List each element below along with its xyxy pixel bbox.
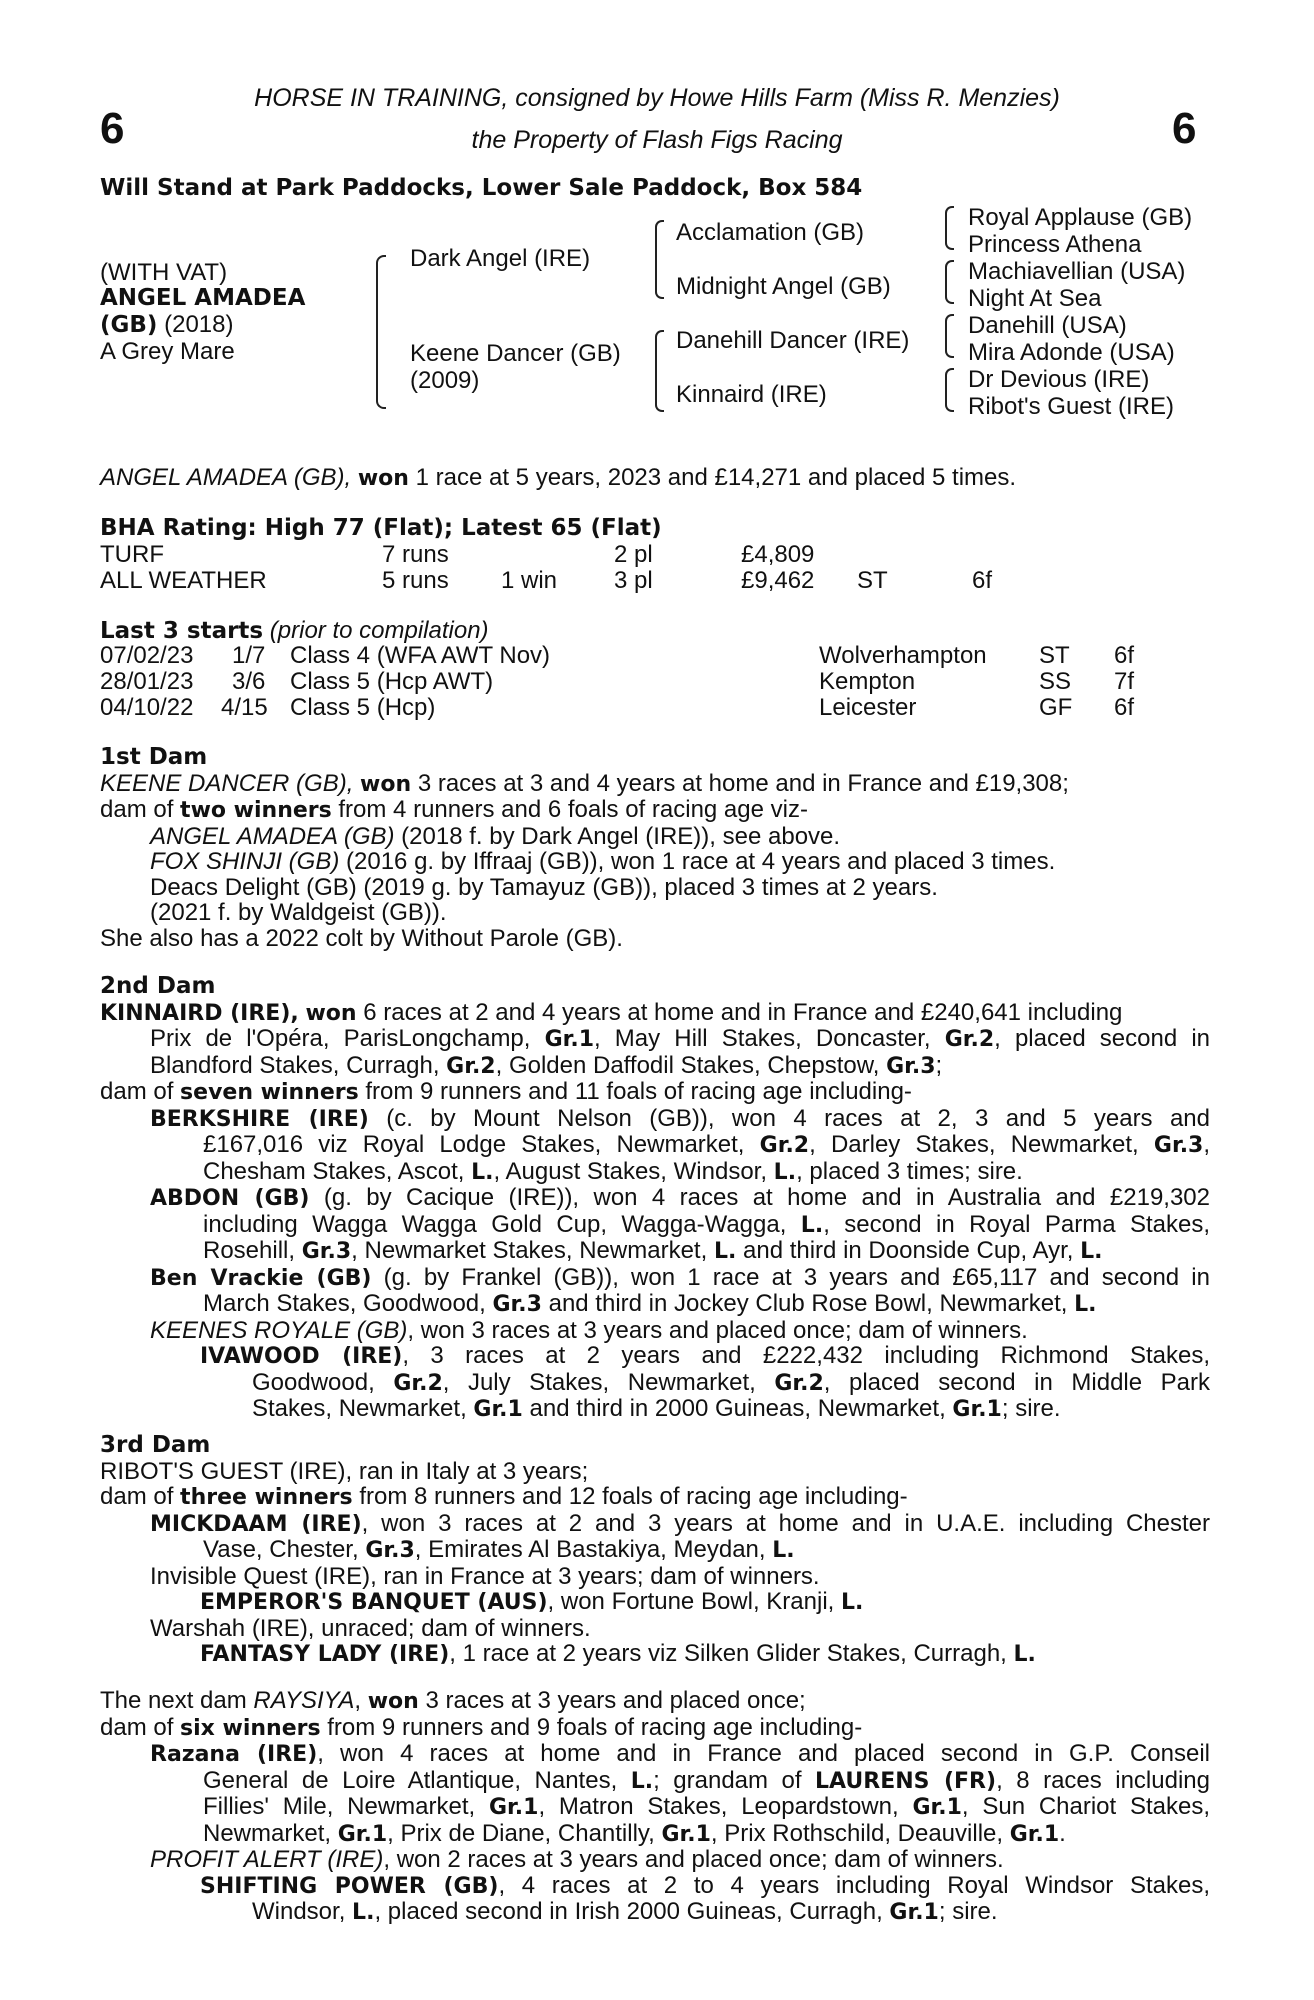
progeny-name: BERKSHIRE (IRE) [150,1106,369,1132]
gen3-dam-dam: Kinnaird (IRE) [676,381,827,408]
text: , Newmarket Stakes, Newmarket, [351,1237,708,1264]
progeny-note: She also has a 2022 colt by Without Parole (GB). [100,924,623,952]
rating-distance: 6f [972,567,993,594]
dam-line [100,1026,1210,1053]
text: Vase, Chester, [203,1536,359,1563]
progeny-line [100,1641,1210,1668]
progeny-info: , won 4 races at home and in France and placed second in G.P. Conseil [317,1740,1211,1767]
second-dam-section [100,974,1210,1423]
text: , Matron Stakes, Leopardstown, [538,1793,899,1820]
grade: Gr.2 [759,1133,810,1158]
progeny-line [100,1265,1210,1292]
dam: Keene Dancer (GB) [410,340,621,367]
summary-won: won [357,466,409,491]
progeny-name: KEENES ROYALE (GB) [150,1316,408,1344]
progeny-info: (2016 g. by Iffraaj (GB)), won 1 race at 4 years and placed 3 times. [346,848,1056,875]
dam-line: RIBOT'S GUEST (IRE), ran in Italy at 3 years; [100,1457,589,1485]
grade: L. [713,1239,737,1264]
brace-gen3-b [945,260,954,304]
dam-line [100,1688,1210,1715]
progeny-line [100,1396,1210,1423]
text: Fillies' Mile, Newmarket, [203,1793,476,1820]
grade: Gr.2 [774,1370,824,1396]
progeny-line [100,824,1210,850]
progeny-info: , won 2 races at 3 years and placed once; dam of winners. [383,1846,1004,1873]
grade: L. [630,1768,654,1794]
start-pos: 1/7 [232,642,266,669]
text: Rosehill, [203,1237,296,1264]
progeny-line [100,1318,1210,1344]
text: , Prix de Diane, Chantilly, [387,1819,655,1847]
text: , Golden Daffodil Stakes, Chepstow, [495,1051,880,1079]
last3-heading [100,618,489,645]
progeny-line [100,1589,1210,1616]
progeny-line: (2021 f. by Waldgeist (GB)). [150,899,447,926]
race-summary [100,465,1016,492]
horse-suffix-year [100,312,233,339]
progeny-name: FANTASY LADY (IRE) [200,1642,450,1667]
rating-prize: £9,462 [741,567,815,594]
text: from 9 runners and 9 foals of racing age including- [327,1713,863,1741]
progeny-line [100,1847,1210,1873]
record: 3 races at 3 and 4 years at home and in France and £19,308; [417,769,1069,797]
progeny-line [100,1511,1210,1538]
start-distance: 6f [1114,694,1135,721]
text: , August Stakes, Windsor, [493,1157,767,1185]
sire: Dark Angel (IRE) [410,245,591,272]
progeny-info: (g. by Cacique (IRE)), won 4 races at home and in Australia and £219,302 [323,1184,1210,1211]
progeny-line [100,1794,1210,1821]
grand-progeny-name: LAURENS (FR) [815,1768,997,1794]
rating-placed: 3 pl [614,567,653,594]
brace-gen2-sire [655,220,664,299]
start-race: Class 4 (WFA AWT Nov) [290,642,551,669]
won-label: won [305,1000,357,1026]
start-date: 07/02/23 [100,642,194,669]
text: , July Stakes, Newmarket, [442,1368,756,1396]
progeny-info: (g. by Frankel (GB)), won 1 race at 3 years and £65,117 and second in [383,1263,1210,1291]
gen4-5: Danehill (USA) [968,312,1127,339]
rating-wins: 1 win [501,567,558,594]
third-dam-title: 3rd Dam [100,1432,211,1458]
grade: Gr.1 [544,1027,595,1052]
first-dam-section [100,745,1210,951]
dam-name: RAYSIYA [253,1687,355,1714]
lot-number-left: 6 [100,104,125,153]
grade: Gr.1 [889,1900,939,1925]
gen4-1: Royal Applause (GB) [968,204,1193,231]
start-date: 28/01/23 [100,668,194,695]
grade: L. [841,1590,864,1615]
gen4-4: Night At Sea [968,285,1102,312]
start-race: Class 5 (Hcp) [290,694,436,721]
rating-title: BHA Rating: High 77 (Flat); Latest 65 (Flat) [100,515,662,541]
progeny-line [100,1212,1210,1239]
text: and third in 2000 Guineas, Newmarket, [529,1395,946,1422]
text: ; sire. [938,1898,998,1925]
progeny-line [100,1132,1210,1159]
dam-name: KEENE DANCER (GB), [100,769,354,797]
text: ; [935,1051,943,1079]
text: . [1059,1819,1066,1847]
progeny-info: , 4 races at 2 to 4 years including Royal Windsor Stakes, [498,1871,1210,1899]
start-race: Class 5 (Hcp AWT) [290,668,494,695]
progeny-name: ABDON (GB) [150,1186,310,1211]
dam-line [100,1484,1210,1511]
progeny-info: , won Fortune Bowl, Kranji, [547,1588,835,1615]
gen4-2: Princess Athena [968,231,1142,258]
start-distance: 7f [1114,668,1135,695]
gen4-6: Mira Adonde (USA) [968,339,1175,366]
property-line: the Property of Flash Figs Racing [471,126,843,154]
progeny-name: IVAWOOD (IRE) [200,1344,403,1369]
winners-count: two winners [180,798,332,823]
progeny-line: Invisible Quest (IRE), ran in France at 3 years; dam of winners. [150,1562,820,1590]
text: £167,016 viz Royal Lodge Stakes, Newmarket, [203,1131,745,1158]
start-course: Leicester [819,694,917,721]
text: from 9 runners and 11 foals of racing age including- [365,1078,912,1105]
vat-note: (WITH VAT) [100,259,228,286]
grade: Gr.3 [301,1239,352,1264]
grade: Gr.2 [944,1027,995,1052]
grade: Gr.3 [365,1538,415,1563]
last3-note: (prior to compilation) [269,617,489,644]
progeny-line [100,1821,1210,1848]
grade: Gr.1 [952,1397,1002,1422]
text: Goodwood, [252,1368,375,1396]
text: , Prix Rothschild, Deauville, [710,1819,1004,1847]
text: , Darley Stakes, Newmarket, [809,1131,1139,1158]
text: , May Hill Stakes, Doncaster, [594,1025,931,1052]
start-course: Kempton [819,668,916,695]
text: including Wagga Wagga Gold Cup, Wagga-Wagga, [203,1210,787,1238]
dam-line [100,1715,1210,1742]
grade: Gr.3 [886,1053,936,1079]
first-dam-line [100,771,1210,798]
grade: Gr.3 [1153,1133,1204,1158]
text: dam of [100,1483,174,1510]
grade: Gr.1 [337,1821,388,1847]
text: , Sun Chariot Stakes, [961,1793,1211,1820]
text: from 8 runners and 12 foals of racing age including- [359,1483,908,1510]
progeny-line [100,1873,1210,1900]
dam-line [100,1000,1210,1027]
text: , second in Royal Parma Stakes, [823,1210,1211,1238]
grade: L. [471,1159,494,1185]
progeny-name: ANGEL AMADEA (GB) [150,822,395,850]
horse-year: (2018) [164,311,234,338]
start-going: GF [1039,694,1073,721]
dam-line [100,1053,1210,1080]
winners-count: seven winners [180,1080,359,1105]
rating-surface: TURF [100,541,164,568]
text: , placed 3 times; sire. [796,1157,1023,1185]
grade: Gr.2 [446,1053,496,1079]
gen4-3: Machiavellian (USA) [968,258,1186,285]
progeny-line [100,1159,1210,1186]
progeny-name: SHIFTING POWER (GB) [200,1873,499,1899]
progeny-line [100,1768,1210,1795]
start-date: 04/10/22 [100,694,194,721]
gen4-8: Ribot's Guest (IRE) [968,393,1174,420]
rating-placed: 2 pl [614,541,653,568]
start-pos: 3/6 [232,668,266,695]
text: and third in Doonside Cup, Ayr, [743,1237,1074,1264]
progeny-name: PROFIT ALERT (IRE) [150,1846,384,1873]
text: Stakes, Newmarket, [252,1395,467,1422]
grade: Gr.3 [492,1292,542,1317]
text: , Emirates Al Bastakiya, Meydan, [414,1536,766,1563]
progeny-name: EMPEROR'S BANQUET (AUS) [200,1590,548,1615]
first-dam-line [100,797,1210,824]
progeny-line [100,1537,1210,1564]
text: Chesham Stakes, Ascot, [203,1157,465,1185]
won-label: won [360,771,412,797]
rating-surface: ALL WEATHER [100,567,267,594]
dam-year: (2009) [410,367,480,394]
lot-number-right: 6 [1172,104,1197,153]
progeny-name: FOX SHINJI (GB) [150,848,340,875]
text: dam of [100,796,174,823]
grade: Gr.1 [473,1397,523,1422]
progeny-line [100,1291,1210,1318]
text: ; sire. [1001,1395,1061,1422]
text: , placed second in [994,1025,1210,1052]
brace-gen2-dam [655,330,664,412]
text: dam of [100,1078,174,1105]
progeny-info: , 1 race at 2 years viz Silken Glider Stakes, Curragh, [449,1640,1007,1667]
text: , placed second in Irish 2000 Guineas, Curragh, [374,1898,883,1925]
last3-title: Last 3 starts [100,618,264,644]
text: Windsor, [252,1898,346,1925]
consignment-line: HORSE IN TRAINING, consigned by Howe Hills Farm (Miss R. Menzies) [254,84,1060,112]
text: March Stakes, Goodwood, [203,1290,486,1317]
grade: L. [772,1538,795,1563]
text: , [1203,1131,1211,1158]
progeny-line [100,1741,1210,1768]
progeny-info: (2018 f. by Dark Angel (IRE)), see above. [401,822,841,850]
progeny-info: (c. by Mount Nelson (GB)), won 4 races at 2, 3 and 5 years and [386,1104,1210,1132]
gen3-sire-dam: Midnight Angel (GB) [676,273,891,300]
progeny-name: Ben Vrackie (GB) [150,1265,372,1291]
progeny-line [100,1238,1210,1265]
brace-gen3-c [945,314,954,358]
rating-prize: £4,809 [741,541,815,568]
text: , placed second in Middle Park [823,1368,1210,1396]
rating-going: ST [857,567,888,594]
rating-runs: 5 runs [382,567,449,594]
text: Newmarket, [203,1819,332,1847]
grade: L. [800,1212,824,1238]
winners-count: three winners [180,1485,353,1510]
progeny-name: MICKDAAM (IRE) [150,1511,362,1537]
horse-name: ANGEL AMADEA [100,285,306,311]
start-going: ST [1039,642,1070,669]
progeny-info: , 3 races at 2 years and £222,432 including Richmond Stakes, [402,1342,1210,1369]
text: ; grandam of [653,1766,802,1794]
start-course: Wolverhampton [819,642,987,669]
progeny-line [100,1343,1210,1370]
third-dam-section [100,1433,1210,1668]
text: from 4 runners and 6 foals of racing age viz- [338,796,808,823]
text: dam of [100,1713,174,1741]
dam-name: KINNAIRD (IRE), [100,1000,299,1026]
progeny-line [100,1370,1210,1397]
text: 3 races at 3 years and placed once; [425,1687,806,1714]
progeny-line: Warshah (IRE), unraced; dam of winners. [150,1614,591,1642]
horse-suffix: (GB) [100,312,158,338]
progeny-name: Razana (IRE) [150,1742,318,1767]
grade: L. [1074,1292,1097,1317]
grade: L. [773,1159,797,1185]
second-dam-title: 2nd Dam [100,973,216,999]
progeny-info: , won 3 races at 3 years and placed once; dam of winners. [407,1316,1028,1344]
record: 6 races at 2 and 4 years at home and in France and £240,641 including [363,998,1123,1026]
grade: L. [1013,1642,1036,1667]
grade: Gr.1 [1009,1821,1060,1847]
progeny-line: Deacs Delight (GB) (2019 g. by Tamayuz (GB)), placed 3 times at 2 years. [150,873,938,901]
next-dam-section [100,1688,1210,1926]
gen4-7: Dr Devious (IRE) [968,366,1150,393]
rating-runs: 7 runs [382,541,449,568]
summary-rest: 1 race at 5 years, 2023 and £14,271 and placed 5 times. [415,464,1017,491]
summary-name: ANGEL AMADEA (GB), [100,464,352,491]
horse-description: A Grey Mare [100,338,235,365]
text: Blandford Stakes, Curragh, [150,1051,440,1079]
text: The next dam [100,1687,247,1714]
grade: Gr.2 [393,1370,443,1396]
brace-gen3-d [945,368,954,412]
grade: Gr.1 [912,1795,962,1820]
text: , [354,1687,362,1714]
gen3-sire-sire: Acclamation (GB) [676,219,865,246]
start-distance: 6f [1114,642,1135,669]
text: , 8 races including [996,1766,1210,1794]
stand-line: Will Stand at Park Paddocks, Lower Sale Paddock, Box 584 [100,175,863,201]
progeny-line [100,1899,1210,1926]
text: Prix de l'Opéra, ParisLongchamp, [150,1025,531,1052]
grade: L. [1080,1239,1103,1264]
progeny-line [100,1106,1210,1133]
progeny-info: , won 3 races at 2 and 3 years at home and in U.A.E. including Chester [361,1509,1210,1537]
start-pos: 4/15 [221,694,268,721]
grade: Gr.1 [661,1821,711,1847]
brace-gen3-a [945,206,954,250]
grade: L. [352,1900,375,1925]
winners-count: six winners [180,1715,321,1741]
progeny-line [100,1185,1210,1212]
text: and third in Jockey Club Rose Bowl, Newmarket, [548,1290,1068,1317]
grade: Gr.1 [489,1795,539,1820]
brace-gen1 [376,255,386,409]
text: General de Loire Atlantique, Nantes, [203,1766,618,1794]
progeny-line [100,849,1210,875]
first-dam-title: 1st Dam [100,744,208,770]
gen3-dam-sire: Danehill Dancer (IRE) [676,327,910,354]
start-going: SS [1039,668,1072,695]
dam-line [100,1079,1210,1106]
won-label: won [367,1689,419,1714]
